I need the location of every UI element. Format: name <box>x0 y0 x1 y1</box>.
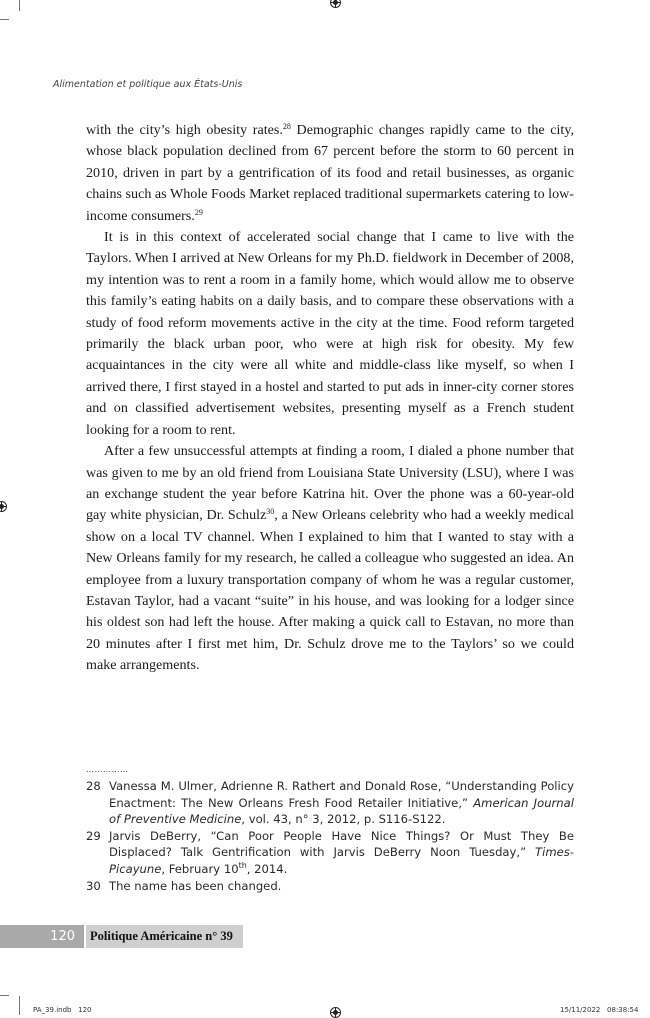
crop-mark-top-left <box>19 0 20 11</box>
footnote-ref-30: 30 <box>266 507 275 517</box>
crop-mark-left-lower <box>0 995 9 996</box>
footnote-number: 28 <box>86 779 101 793</box>
page-number: 120 <box>0 925 84 948</box>
crop-mark-bottom-left <box>19 996 20 1015</box>
registration-mark-top <box>330 0 341 8</box>
running-header: Alimentation et politique aux États-Unis <box>53 79 243 90</box>
paragraph-2: It is in this context of accelerated social change that I came to live with the Taylors. When I arrived at New Orleans for my Ph.D. fieldwork in December of 2008, my intention was to rent a room in a family home, which would allow me to observe this family’s eating habits on a daily basis, and to compare these observations with a study of food reform movements active in the city at the time. Food reform targeted primarily the black urban poor, who were at high risk for obesity. My few acquaintances in the city were all white and middle-class like myself, so when I arrived there, I first stayed in a hostel and started to put ads in inner-city corner stores and on classified advertisement websites, presenting myself as a French student looking for a room to rent. <box>86 229 574 438</box>
paragraph-3: After a few unsuccessful attempts at finding a room, I dialed a phone number that was given to me by an old friend from Louisiana State University (LSU), where I was an exchange student the year before Katrina hit. Over the phone was a 60-year-old gay white physician, Dr. Schulz$^{30}$, a New Orleans celebrity who had a weekly medical show on a local TV channel. When I explained to him that I wanted to stay with a New Orleans family for my research, he called a colleague who suggested an idea. An employee from a luxury transportation company of whom he was a regular customer, Estavan Taylor, had a vacant “suite” in his house, and was looking for a lodger since his oldest son had left the house. After making a quick call to Estavan, no more than 20 minutes after I first met him, Dr. Schulz drove me to the Taylors’ so we could make arrangements. <box>86 443 574 674</box>
footnote-number: 30 <box>86 878 101 893</box>
footnote-number: 29 <box>86 828 101 843</box>
crop-mark-left-upper <box>0 19 9 20</box>
footnotes <box>86 778 574 894</box>
footnote-29: 29 Jarvis DeBerry, “Can Poor People Have Nice Things? Or Must They Be Displaced? Talk Gentrification with Jarvis DeBerry Noon Tuesday,” Times-Picayune, February 10th, 2014. <box>86 828 574 876</box>
print-slug-file: PA_39.indb 120 <box>33 1006 92 1014</box>
registration-mark-bottom <box>330 1007 341 1018</box>
footnote-30: 30 The name has been changed. <box>86 878 282 893</box>
paragraph-1: with the city’s high obesity rates.$^{28}$ Demographic changes rapidly came to the city, whose black population declined from 67 percent before the storm to 60 percent in 2010, driven in part by a gentrification of its food and retail businesses, as organic chains such as Whole Foods Market replaced traditional supermarkets catering to low-income consumers.$^{29}$ <box>86 122 574 224</box>
footnote-28: 28 Vanessa M. Ulmer, Adrienne R. Rathert and Donald Rose, “Understanding Policy Enactment: The New Orleans Fresh Food Retailer Initiative,” American Journal of Preventive Medicine, vol. 43, n° 3, 2012, p. S116-S122. <box>86 779 574 827</box>
registration-mark-left <box>0 501 7 512</box>
footnote-separator: …………… <box>86 765 129 774</box>
footnote-ref-29: 29 <box>194 207 203 217</box>
print-slug-date: 15/11/2022 08:38:54 <box>560 1006 639 1014</box>
journal-title: Politique Américaine n° 39 <box>86 925 243 948</box>
body-text <box>86 120 574 677</box>
footnote-ref-28: 28 <box>282 122 291 131</box>
